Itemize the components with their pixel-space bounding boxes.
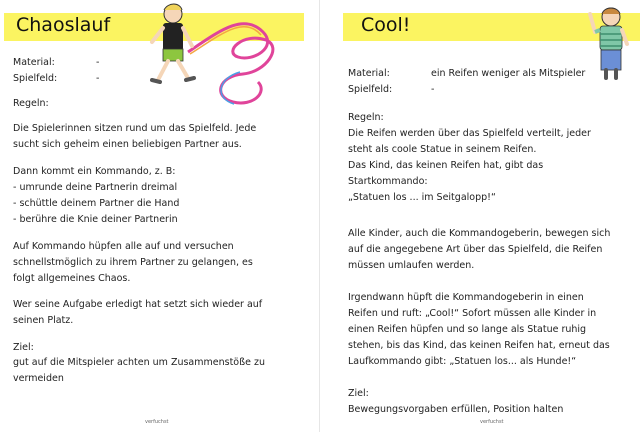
paragraph-line: sucht sich geheim einen beliebigen Partner aus. — [13, 139, 242, 150]
spielfeld-label: Spielfeld: — [13, 73, 58, 84]
page-divider — [319, 0, 320, 432]
paragraph-line: Laufkommando gibt: „Statuen los... als Hunde!“ — [348, 356, 577, 367]
ziel-line: vermeiden — [13, 373, 64, 384]
paragraph-line: - berühre die Knie deiner Partnerin — [13, 214, 178, 225]
footer-credit: verfuchst — [480, 419, 504, 425]
running-boy-illustration — [148, 2, 288, 114]
paragraph-line: steht als coole Statue in seinem Reifen. — [348, 144, 537, 155]
paragraph-line: - schüttle deinem Partner die Hand — [13, 198, 180, 209]
paragraph-line: einen Reifen hüpfen und so lange als Statue ruhig — [348, 324, 587, 335]
material-value: ein Reifen weniger als Mitspieler — [431, 68, 586, 79]
paragraph-line: auf die angegebene Art über das Spielfeld, die Reifen — [348, 244, 603, 255]
spielfeld-label: Spielfeld: — [348, 84, 393, 95]
paragraph-line: Reifen und ruft: „Cool!“ Sofort müssen alle Kinder in — [348, 308, 597, 319]
ziel-label: Ziel: — [348, 388, 369, 399]
paragraph-line: Startkommando: — [348, 176, 428, 187]
card-cool — [335, 0, 640, 432]
paragraph-line: Dann kommt ein Kommando, z. B: — [13, 166, 176, 177]
paragraph-line: seinen Platz. — [13, 315, 74, 326]
ziel-label: Ziel: — [13, 342, 34, 353]
paragraph-line: Das Kind, das keinen Reifen hat, gibt das — [348, 160, 544, 171]
ziel-line: Bewegungsvorgaben erfüllen, Position halten — [348, 404, 564, 415]
paragraph-line: Die Spielerinnen sitzen rund um das Spielfeld. Jede — [13, 123, 257, 134]
paragraph-line: Wer seine Aufgabe erledigt hat setzt sich wieder auf — [13, 299, 263, 310]
paragraph-line: Auf Kommando hüpfen alle auf und versuchen — [13, 241, 234, 252]
paragraph-line: Alle Kinder, auch die Kommandogeberin, bewegen sich — [348, 228, 611, 239]
footer-credit: verfuchst — [145, 419, 169, 425]
material-label: Material: — [13, 57, 55, 68]
card-title: Chaoslauf — [16, 14, 111, 36]
material-label: Material: — [348, 68, 390, 79]
waving-boy-illustration — [587, 4, 635, 82]
paragraph-line: „Statuen los ... im Seitgalopp!“ — [348, 192, 496, 203]
card-chaoslauf — [0, 0, 305, 432]
ziel-line: gut auf die Mitspieler achten um Zusammenstöße zu — [13, 357, 265, 368]
spielfeld-value: - — [431, 84, 435, 95]
paragraph-line: folgt allgemeines Chaos. — [13, 273, 131, 284]
material-value: - — [96, 57, 100, 68]
paragraph-line: stehen, bis das Kind, das keinen Reifen hat, erneut das — [348, 340, 610, 351]
paragraph-line: Die Reifen werden über das Spielfeld verteilt, jeder — [348, 128, 591, 139]
paragraph-line: Irgendwann hüpft die Kommandogeberin in einen — [348, 292, 584, 303]
paragraph-line: schnellstmöglich zu ihrem Partner zu gelangen, es — [13, 257, 253, 268]
paragraph-line: müssen umlaufen werden. — [348, 260, 475, 271]
regeln-label: Regeln: — [13, 98, 49, 109]
regeln-label: Regeln: — [348, 112, 384, 123]
card-title: Cool! — [361, 14, 411, 36]
paragraph-line: - umrunde deine Partnerin dreimal — [13, 182, 178, 193]
spielfeld-value: - — [96, 73, 100, 84]
